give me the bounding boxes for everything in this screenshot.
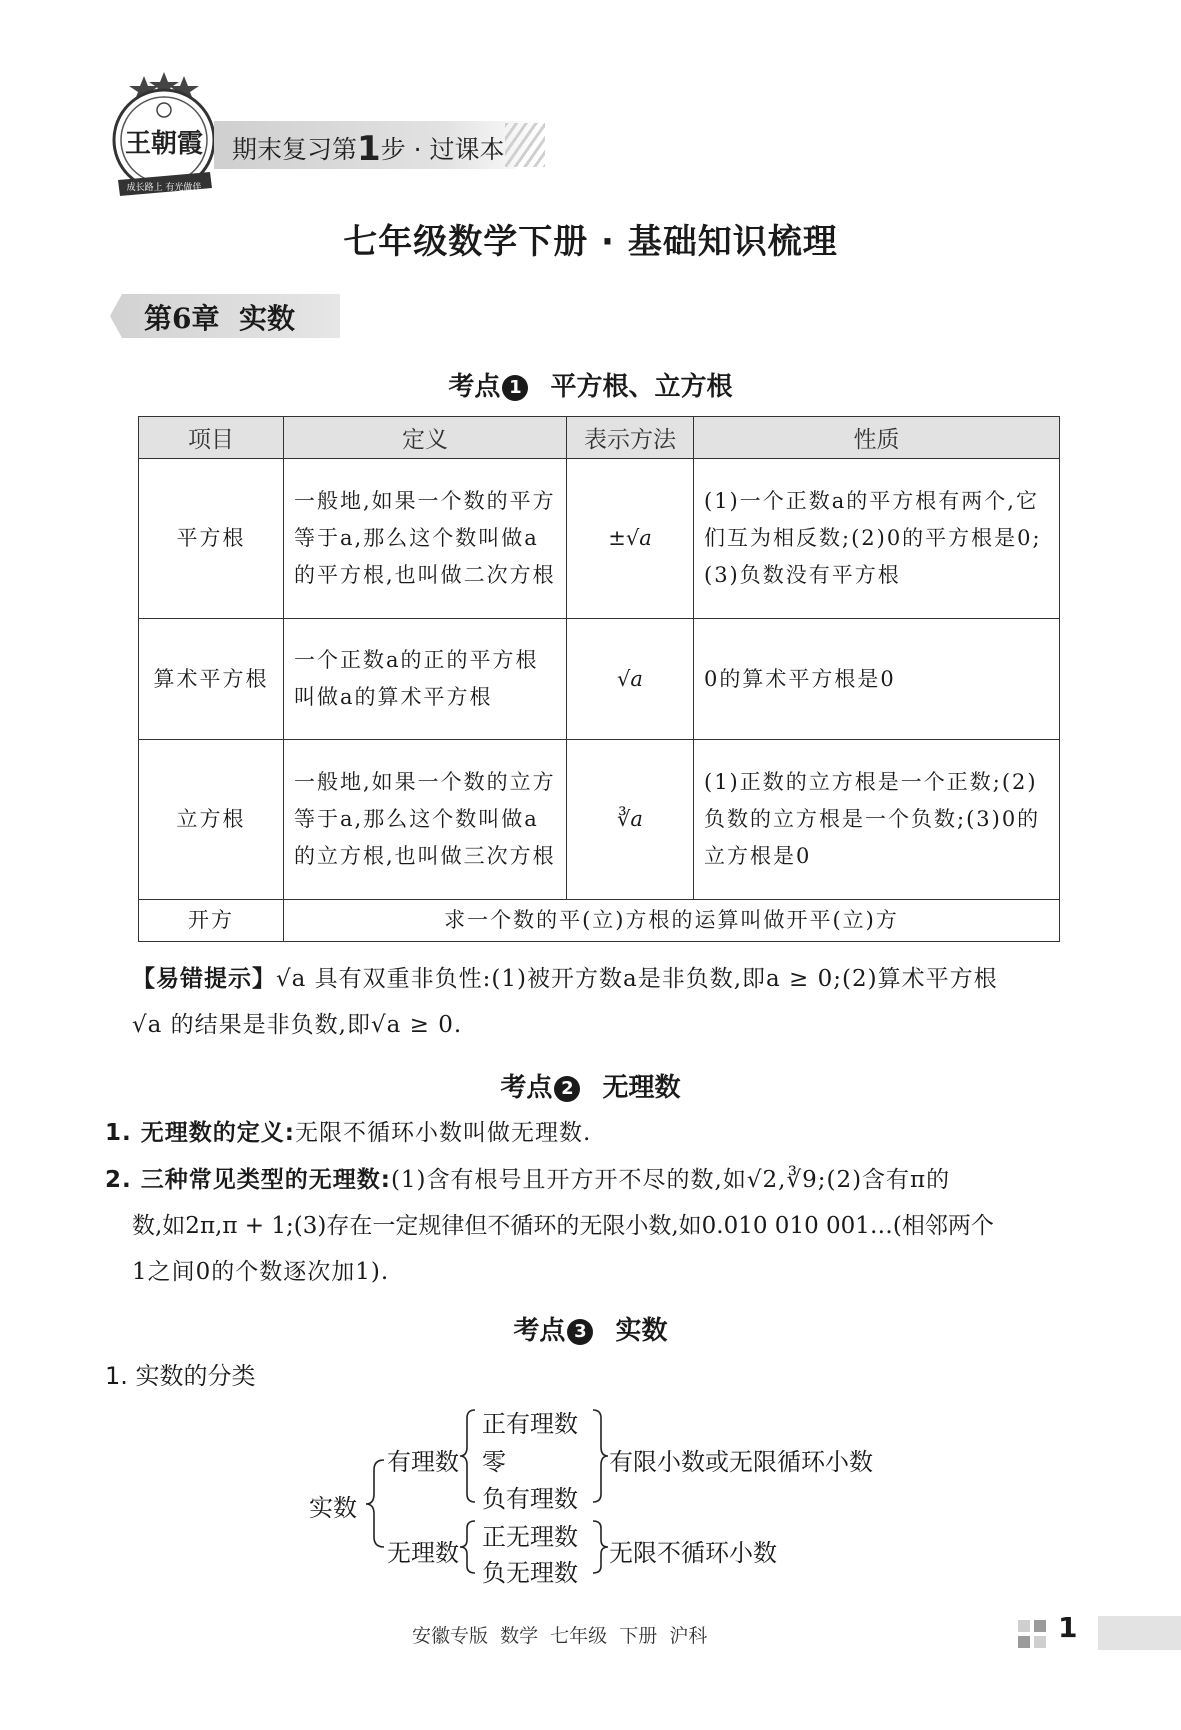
- class-root: 实数: [309, 1494, 357, 1522]
- row-property: 0的算术平方根是0: [694, 619, 1060, 740]
- header-item: 项目: [139, 417, 284, 459]
- page-title: 七年级数学下册 · 基础知识梳理: [343, 222, 838, 262]
- row-name: 立方根: [139, 740, 284, 900]
- row-notation: √a: [567, 619, 694, 740]
- row-notation: ±√a: [567, 459, 694, 619]
- logo-slogan: 成长路上 有光做伴: [126, 183, 202, 193]
- header-notation: 表示方法: [567, 417, 694, 459]
- class-irrational-item: 负无理数: [482, 1559, 578, 1587]
- row-definition: 一般地,如果一个数的立方等于a,那么这个数叫做a的立方根,也叫做三次方根: [284, 740, 567, 900]
- row-property: (1)正数的立方根是一个正数;(2)负数的立方根是一个负数;(3)0的立方根是0: [694, 740, 1060, 900]
- irrational-item-2-line-2: 数,如2π,π + 1;(3)存在一定规律但不循环的无限小数,如0.010 010 001…(相邻两个: [132, 1213, 994, 1239]
- irrational-item-1: 1. 无理数的定义:无限不循环小数叫做无理数.: [105, 1120, 592, 1146]
- kaodian-1-heading: 考点 1 平方根、立方根: [448, 372, 733, 402]
- class-rational-item: 负有理数: [482, 1485, 578, 1513]
- kaodian-3-heading: 考点 3 实数: [513, 1316, 668, 1346]
- footer-edition: 安徽专版 数学 七年级 下册 沪科: [412, 1625, 708, 1647]
- class-rational-desc: 有限小数或无限循环小数: [609, 1448, 873, 1476]
- row-name: 算术平方根: [139, 619, 284, 740]
- logo-text: 王朝霞: [124, 129, 204, 159]
- footer-squares: [1018, 1620, 1048, 1650]
- footer-bar: [1098, 1616, 1181, 1650]
- irrational-item-2-line-1: 2. 三种常见类型的无理数:(1)含有根号且开方开不尽的数,如√2,∛9;(2)含有π的: [105, 1167, 951, 1193]
- error-tip-line-2: √a 的结果是非负数,即√a ≥ 0.: [132, 1012, 463, 1038]
- row-name: 平方根: [139, 459, 284, 619]
- series-title: 期末复习第1步 · 过课本: [232, 129, 505, 169]
- header-property: 性质: [694, 417, 1060, 459]
- header-definition: 定义: [284, 417, 567, 459]
- row-notation: ∛a: [567, 740, 694, 900]
- error-tip-label: 【易错提示】: [132, 966, 276, 992]
- row-definition: 一般地,如果一个数的平方等于a,那么这个数叫做a的平方根,也叫做二次方根: [284, 459, 567, 619]
- page-number: 1: [1058, 1611, 1078, 1644]
- row-definition: 一个正数a的正的平方根叫做a的算术平方根: [284, 619, 567, 740]
- error-tip-line-1: 【易错提示】√a 具有双重非负性:(1)被开方数a是非负数,即a ≥ 0;(2)算术平方根: [132, 966, 998, 992]
- class-irrational-desc: 无限不循环小数: [609, 1539, 777, 1567]
- class-irrational-item: 正无理数: [482, 1523, 578, 1551]
- class-rational-item: 正有理数: [482, 1410, 578, 1438]
- class-rational-item: 零: [482, 1448, 506, 1476]
- row-text: 求一个数的平(立)方根的运算叫做开平(立)方: [284, 900, 1060, 942]
- row-property: (1)一个正数a的平方根有两个,它们互为相反数;(2)0的平方根是0;(3)负数没有平方根: [694, 459, 1060, 619]
- row-name: 开方: [139, 900, 284, 942]
- chapter-title: 第6章 实数: [144, 302, 295, 335]
- kaodian-2-heading: 考点 2 无理数: [500, 1073, 681, 1103]
- irrational-item-2-line-3: 1之间0的个数逐次加1).: [132, 1259, 390, 1285]
- class-irrational: 无理数: [387, 1539, 459, 1567]
- classification-heading: 1. 实数的分类: [105, 1362, 256, 1390]
- class-rational: 有理数: [387, 1448, 459, 1476]
